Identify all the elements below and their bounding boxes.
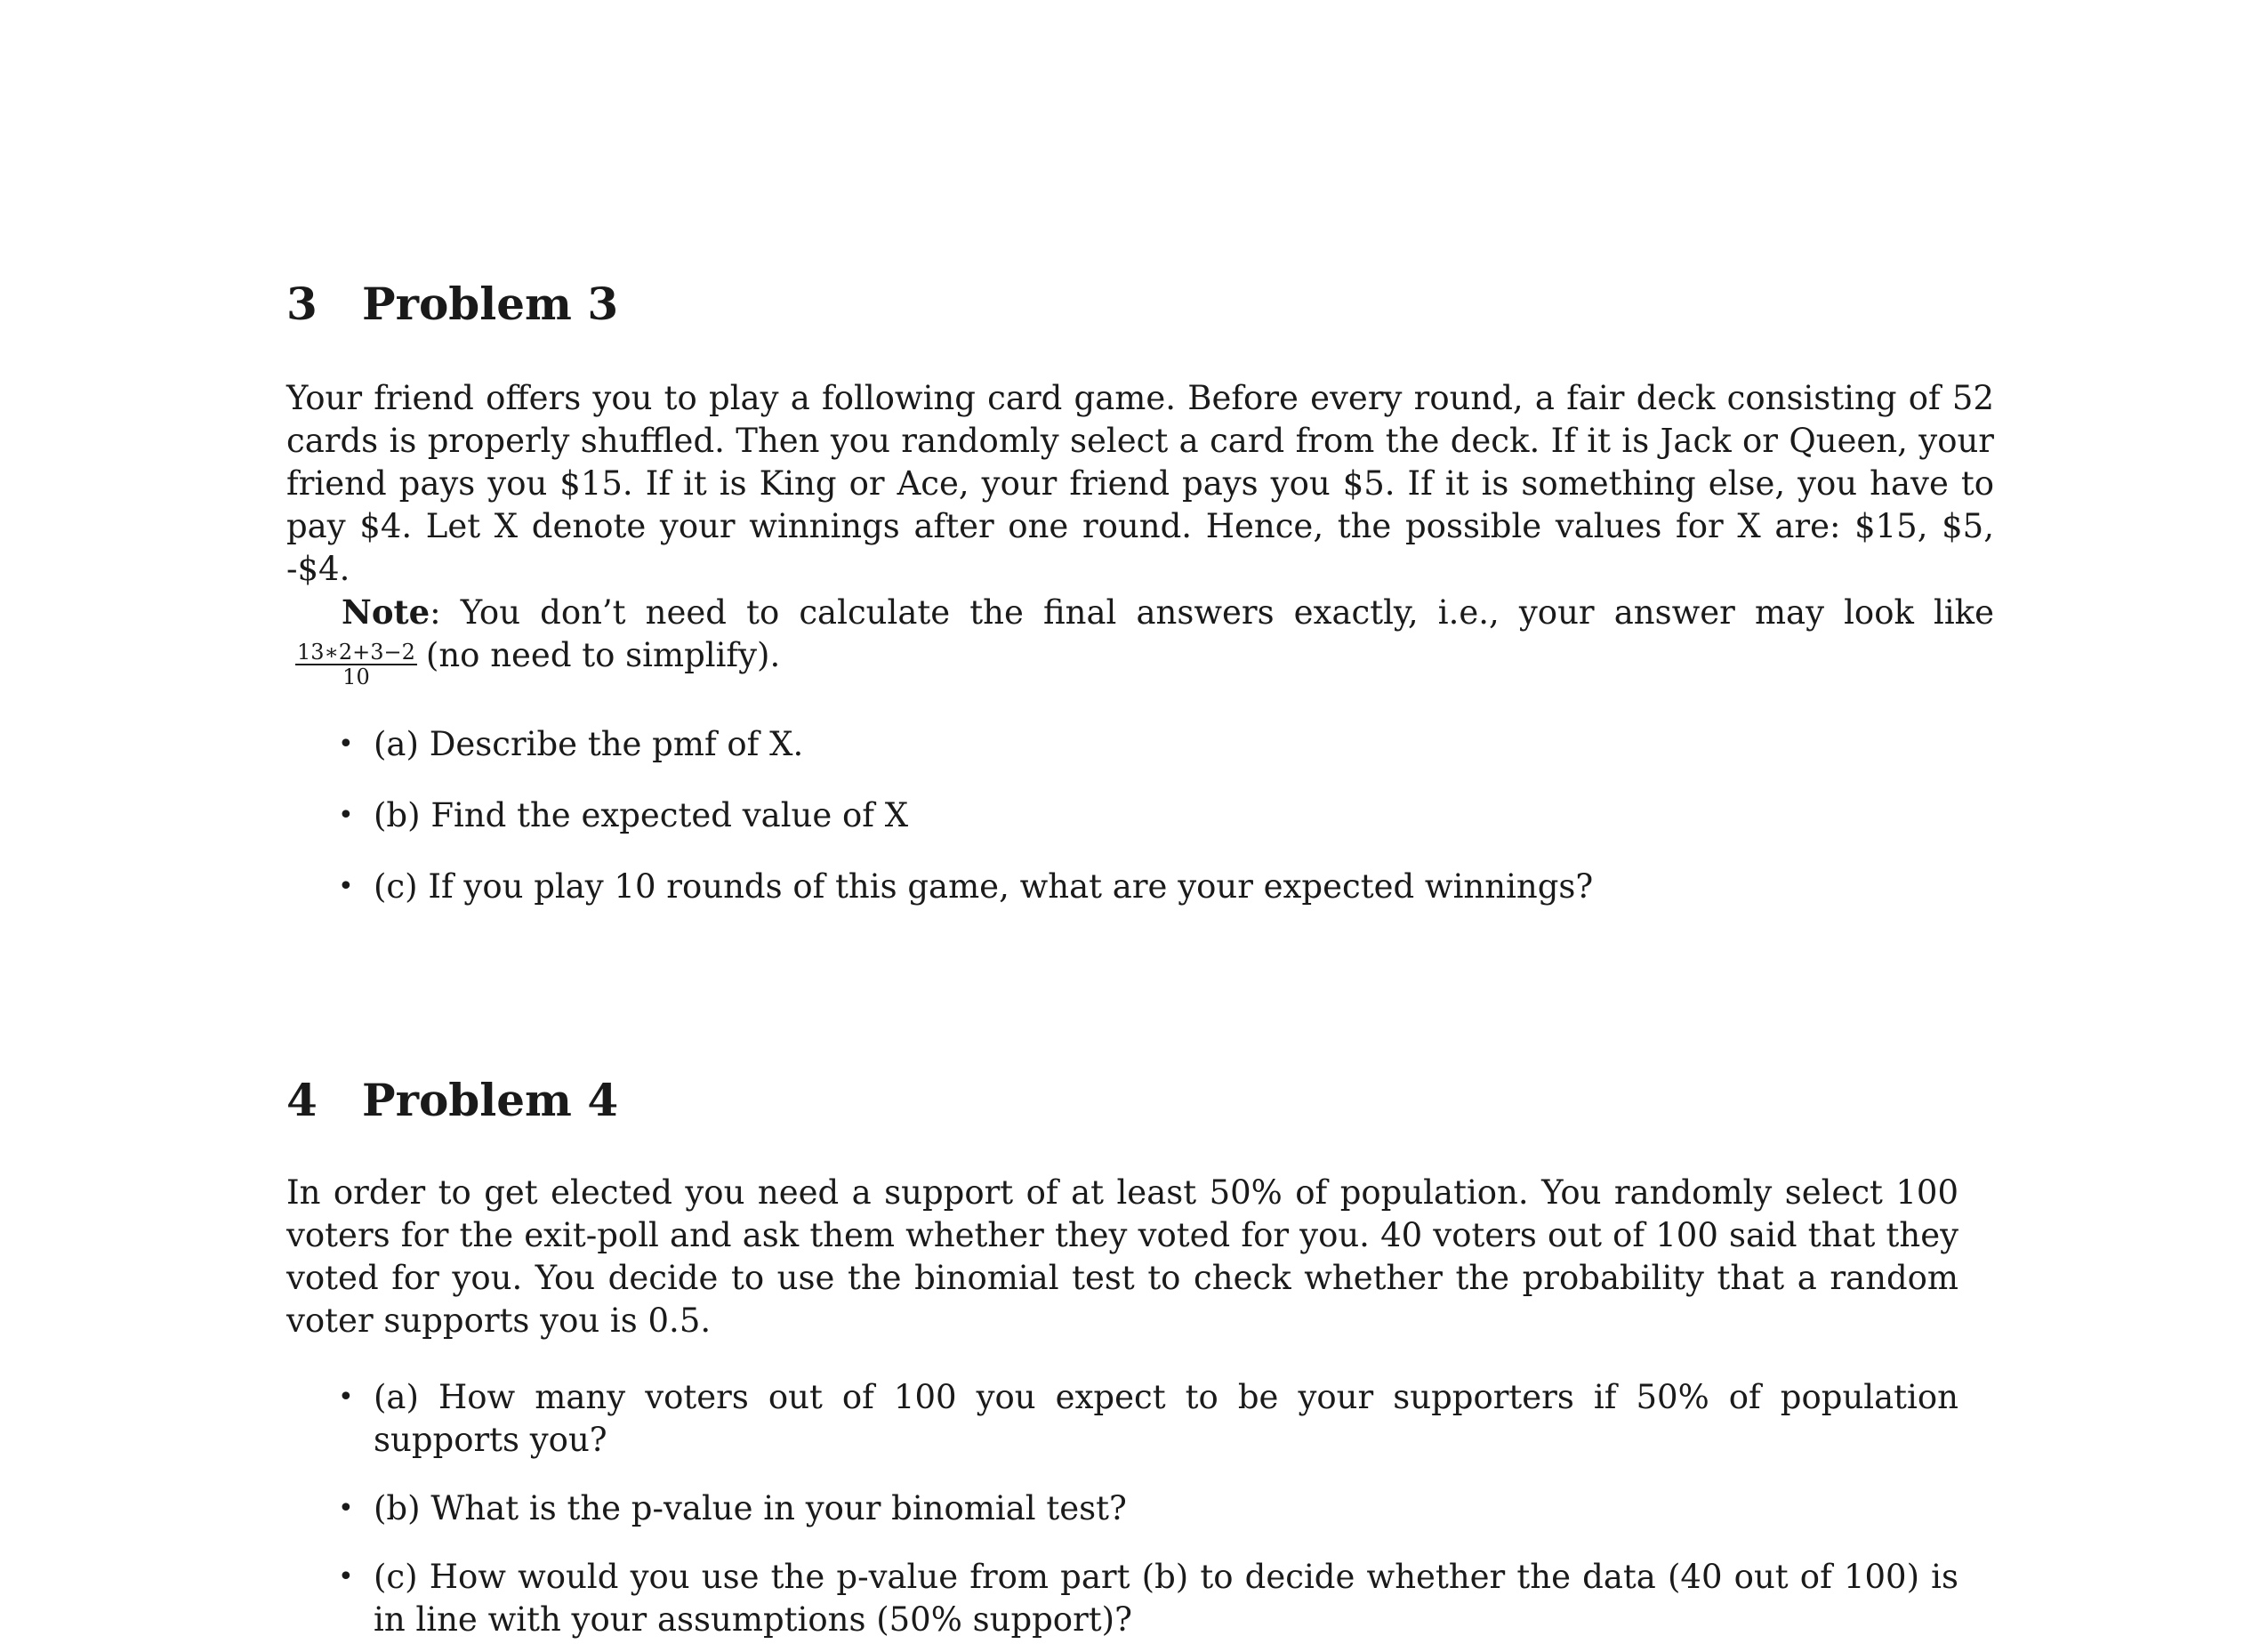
problem-3-heading xyxy=(286,278,1994,331)
question-item: • (b) What is the p-value in your binomial test? xyxy=(286,1487,1958,1530)
problem-3-section xyxy=(286,278,1994,908)
problem-4-section xyxy=(286,1074,1958,1641)
note-text: : You don’t need to calculate the final answers exactly, i.e., your answer may look like xyxy=(430,593,1994,632)
problem-3-note xyxy=(286,591,1994,688)
problem-4-description: In order to get elected you need a support of at least 50% of population. You randomly select 100 voters for the exit-poll and ask them whether they voted for you. 40 voters out of 100 said that they voted for you. You decide to use the binomial test to check whether the probability that a random voter supports you is 0.5. xyxy=(286,1173,1958,1340)
bullet-icon: • xyxy=(338,1382,354,1413)
problem-3-questions xyxy=(286,723,1994,908)
problem-4-heading xyxy=(286,1074,1958,1127)
fraction-numerator: 13∗2+3−2 xyxy=(297,640,415,665)
question-item: • (a) How many voters out of 100 you expect to be your supporters if 50% of population supports you? xyxy=(338,1378,1958,1459)
section-title: Problem 4 xyxy=(362,1074,619,1126)
section-number: 3 xyxy=(286,278,318,330)
bullet-icon: • xyxy=(338,729,354,760)
section-number: 4 xyxy=(286,1074,318,1126)
bullet-icon: • xyxy=(338,1493,354,1524)
problem-3-description: Your friend offers you to play a following card game. Before every round, a fair deck consisting of 52 cards is properly shuffled. Then you randomly select a card from the deck. If it is Jack or Queen, your friend pays you $15. If it is King or Ace, your friend pays you $5. If it is something else, you have to pay $4. Let X denote your winnings after one round. Hence, the possible values for X are: $15, $5, -$4. xyxy=(286,379,1994,588)
question-item: • (a) Describe the pmf of X. xyxy=(286,723,1994,766)
note-tail: (no need to simplify). xyxy=(425,636,781,674)
bullet-icon: • xyxy=(338,800,354,831)
bullet-icon: • xyxy=(338,1561,354,1592)
bullet-icon: • xyxy=(338,871,354,902)
note-label: Note xyxy=(342,592,430,632)
question-item: • (c) How would you use the p-value from part (b) to decide whether the data (40 out of 100) is in line with your assumptions (50% support)? xyxy=(338,1558,1958,1639)
fraction-denominator: 10 xyxy=(342,665,370,689)
question-item: • (b) Find the expected value of X xyxy=(286,794,1994,837)
section-title: Problem 3 xyxy=(362,278,619,330)
problem-4-questions xyxy=(286,1376,1958,1641)
example-fraction xyxy=(295,641,417,688)
question-item: • (c) If you play 10 rounds of this game, what are your expected winnings? xyxy=(286,866,1994,908)
